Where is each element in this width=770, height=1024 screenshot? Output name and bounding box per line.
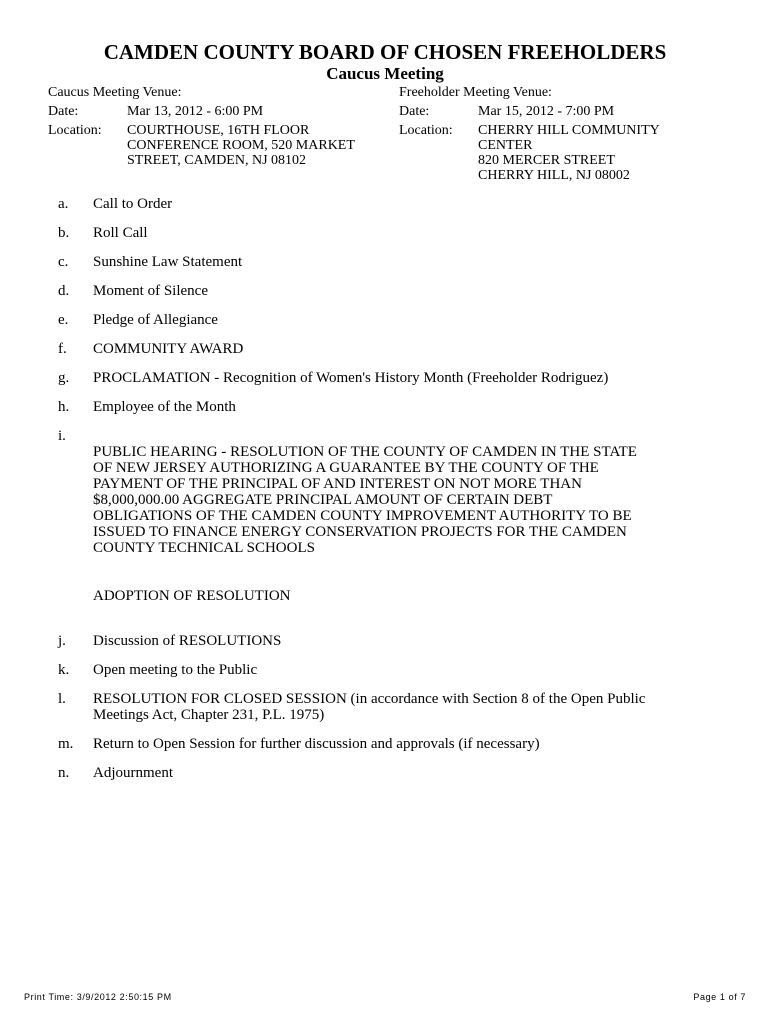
agenda-item-letter: j. [58,633,66,649]
agenda-item-text: Roll Call [93,225,148,241]
freeholder-location-value: CHERRY HILL COMMUNITY CENTER 820 MERCER STREET CHERRY HILL, NJ 08002 [478,123,660,183]
agenda-item-letter: e. [58,312,69,328]
agenda-item-text: Return to Open Session for further discussion and approvals (if necessary) [93,736,540,752]
freeholder-date-label: Date: [399,104,430,119]
agenda-item-letter: m. [58,736,74,752]
agenda-item [58,633,748,649]
meeting-type: Caucus Meeting [326,64,444,83]
agenda-item-letter: d. [58,283,70,299]
agenda-item-letter: g. [58,370,70,386]
agenda-item [58,765,748,781]
agenda-item [58,662,748,678]
agenda-item-text: Pledge of Allegiance [93,312,218,328]
agenda-item [58,399,748,415]
agenda-list [58,196,748,794]
agenda-item [58,312,748,328]
agenda-item-text: Call to Order [93,196,173,212]
agenda-item-text: Discussion of RESOLUTIONS [93,633,282,649]
agenda-item [58,370,748,386]
freeholder-venue-heading: Freeholder Meeting Venue: [399,85,552,100]
agenda-item-letter: a. [58,196,69,212]
caucus-date-value: Mar 13, 2012 - 6:00 PM [127,104,264,119]
agenda-item-text: Sunshine Law Statement [93,254,243,270]
freeholder-location-label: Location: [399,123,453,138]
agenda-item [58,691,748,723]
freeholder-date-row [399,104,739,119]
freeholder-date-value: Mar 15, 2012 - 7:00 PM [478,104,615,119]
page-number: Page 1 of 7 [693,992,746,1002]
agenda-item-text: Employee of the Month [93,399,236,415]
agenda-item [58,254,748,270]
agenda-item-letter: i. [58,428,66,444]
agenda-item-text: Open meeting to the Public [93,662,258,678]
agenda-item [58,341,748,357]
print-time: Print Time: 3/9/2012 2:50:15 PM [24,992,172,1002]
caucus-venue-heading: Caucus Meeting Venue: [48,85,182,100]
agenda-item [58,225,748,241]
agenda-item-letter: f. [58,341,67,357]
agenda-item-sub-action: ADOPTION OF RESOLUTION [93,588,291,604]
agenda-item-letter: k. [58,662,70,678]
caucus-location-value: COURTHOUSE, 16TH FLOOR CONFERENCE ROOM, 520 MARKET STREET, CAMDEN, NJ 08102 [127,123,355,168]
caucus-location-label: Location: [48,123,102,138]
agenda-item-text: COMMUNITY AWARD [93,341,244,357]
agenda-item-text: PROCLAMATION - Recognition of Women's History Month (Freeholder Rodriguez) [93,370,609,386]
agenda-item [58,283,748,299]
caucus-date-label: Date: [48,104,79,119]
caucus-location-row [48,123,393,168]
agenda-item-letter: c. [58,254,69,270]
freeholder-location-row [399,123,739,183]
agenda-item-text: Moment of Silence [93,283,208,299]
freeholder-venue [399,85,739,187]
agenda-item [58,736,748,752]
agenda-item-text: RESOLUTION FOR CLOSED SESSION (in accordance with Section 8 of the Open Public Meetings Act, Chapter 231, P.L. 1975) [93,691,646,723]
document-title: CAMDEN COUNTY BOARD OF CHOSEN FREEHOLDERS [103,40,667,64]
agenda-item-body [93,428,748,620]
agenda-item-letter: l. [58,691,66,707]
caucus-venue [48,85,393,172]
agenda-item-letter: h. [58,399,70,415]
agenda-item [58,428,748,620]
agenda-item [58,196,748,212]
agenda-item-letter: b. [58,225,70,241]
agenda-item-text: PUBLIC HEARING - RESOLUTION OF THE COUNTY OF CAMDEN IN THE STATE OF NEW JERSEY AUTHORIZING A GUARANTEE BY THE COUNTY OF THE PAYMENT OF THE PRINCIPAL OF AND INTEREST ON NOT MORE THAN $8,000,000.00 AGGREGATE PRINCIPAL AMOUNT OF CERTAIN DEBT OBLIGATIONS OF THE CAMDEN COUNTY IMPROVEMENT AUTHORITY TO BE ISSUED TO FINANCE ENERGY CONSERVATION PROJECTS FOR THE CAMDEN COUNTY TECHNICAL SCHOOLS [93,444,637,556]
agenda-item-text: Adjournment [93,765,173,781]
caucus-date-row [48,104,393,119]
agenda-item-letter: n. [58,765,70,781]
